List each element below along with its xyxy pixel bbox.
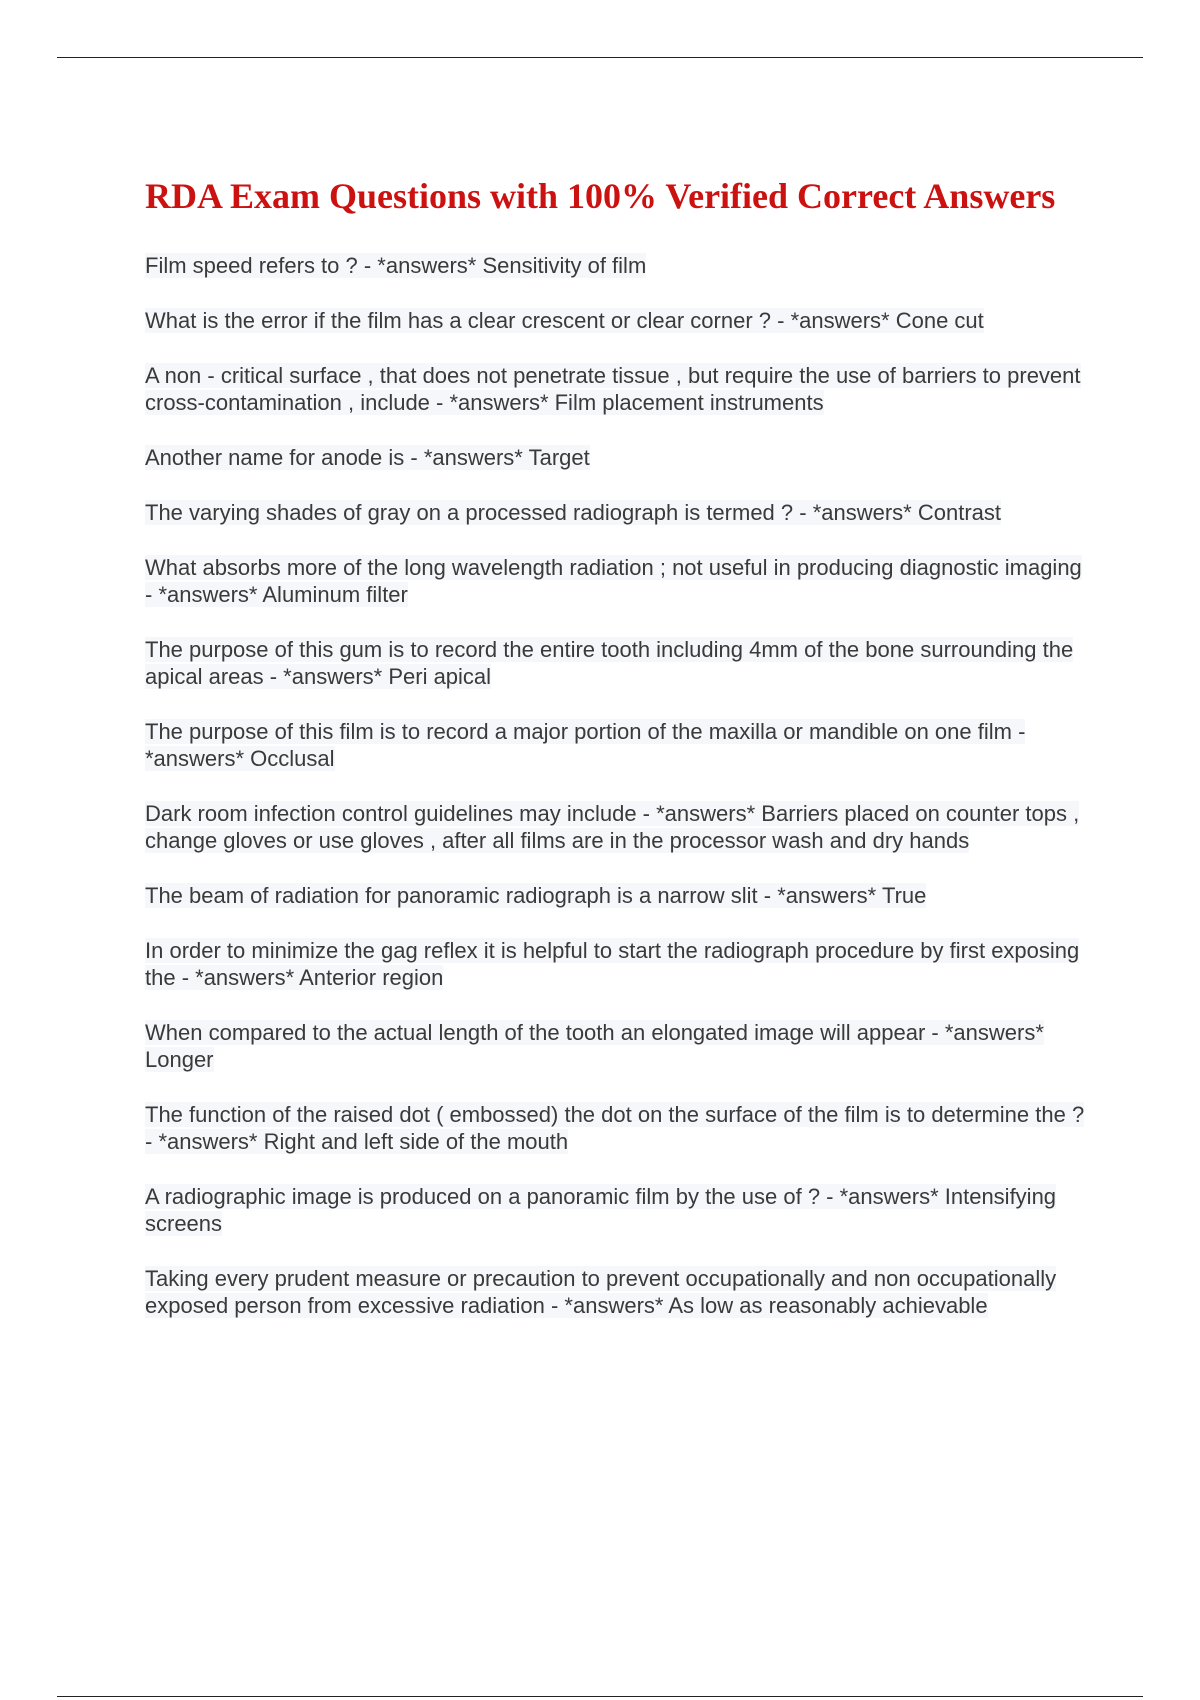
- qa-text: The varying shades of gray on a processed radiograph is termed ? - *answers* Contrast: [145, 500, 1001, 525]
- qa-item: [145, 718, 1095, 772]
- qa-text: When compared to the actual length of the tooth an elongated image will appear - *answers* Longer: [145, 1020, 1044, 1072]
- qa-item: [145, 252, 1095, 279]
- qa-item: [145, 307, 1095, 334]
- qa-text: The purpose of this gum is to record the entire tooth including 4mm of the bone surrounding the apical areas - *answers* Peri apical: [145, 637, 1074, 689]
- qa-text: A non - critical surface , that does not penetrate tissue , but require the use of barriers to prevent cross-contamination , include - *answers* Film placement instruments: [145, 363, 1081, 415]
- qa-item: [145, 362, 1095, 416]
- qa-text: Another name for anode is - *answers* Target: [145, 445, 590, 470]
- qa-list: [145, 252, 1095, 1319]
- qa-item: [145, 1183, 1095, 1237]
- qa-item: [145, 1101, 1095, 1155]
- qa-text: The beam of radiation for panoramic radiograph is a narrow slit - *answers* True: [145, 883, 927, 908]
- qa-item: [145, 882, 1095, 909]
- header-rule: [57, 57, 1143, 58]
- qa-text: In order to minimize the gag reflex it is helpful to start the radiograph procedure by first exposing the - *answers* Anterior region: [145, 938, 1080, 990]
- qa-item: [145, 499, 1095, 526]
- footer-rule: [57, 1696, 1143, 1697]
- qa-item: [145, 636, 1095, 690]
- qa-text: The function of the raised dot ( embossed) the dot on the surface of the film is to determine the ? - *answers* Right and left side of the mouth: [145, 1102, 1085, 1154]
- qa-text: What is the error if the film has a clear crescent or clear corner ? - *answers* Cone cut: [145, 308, 984, 333]
- qa-item: [145, 554, 1095, 608]
- qa-text: A radiographic image is produced on a panoramic film by the use of ? - *answers* Intensifying screens: [145, 1184, 1057, 1236]
- qa-text: What absorbs more of the long wavelength radiation ; not useful in producing diagnostic imaging - *answers* Aluminum filter: [145, 555, 1082, 607]
- qa-text: The purpose of this film is to record a major portion of the maxilla or mandible on one film - *answers* Occlusal: [145, 719, 1026, 771]
- document-body: [145, 172, 1095, 1347]
- qa-item: [145, 800, 1095, 854]
- qa-item: [145, 444, 1095, 471]
- qa-item: [145, 1019, 1095, 1073]
- qa-text: Film speed refers to ? - *answers* Sensitivity of film: [145, 253, 647, 278]
- document-title: RDA Exam Questions with 100% Verified Correct Answers: [145, 176, 1056, 216]
- qa-text: Taking every prudent measure or precaution to prevent occupationally and non occupationally exposed person from excessive radiation - *answers* As low as reasonably achievable: [145, 1266, 1057, 1318]
- qa-item: [145, 1265, 1095, 1319]
- qa-item: [145, 937, 1095, 991]
- qa-text: Dark room infection control guidelines may include - *answers* Barriers placed on counter tops , change gloves or use gloves , after all films are in the processor wash and dry hands: [145, 801, 1080, 853]
